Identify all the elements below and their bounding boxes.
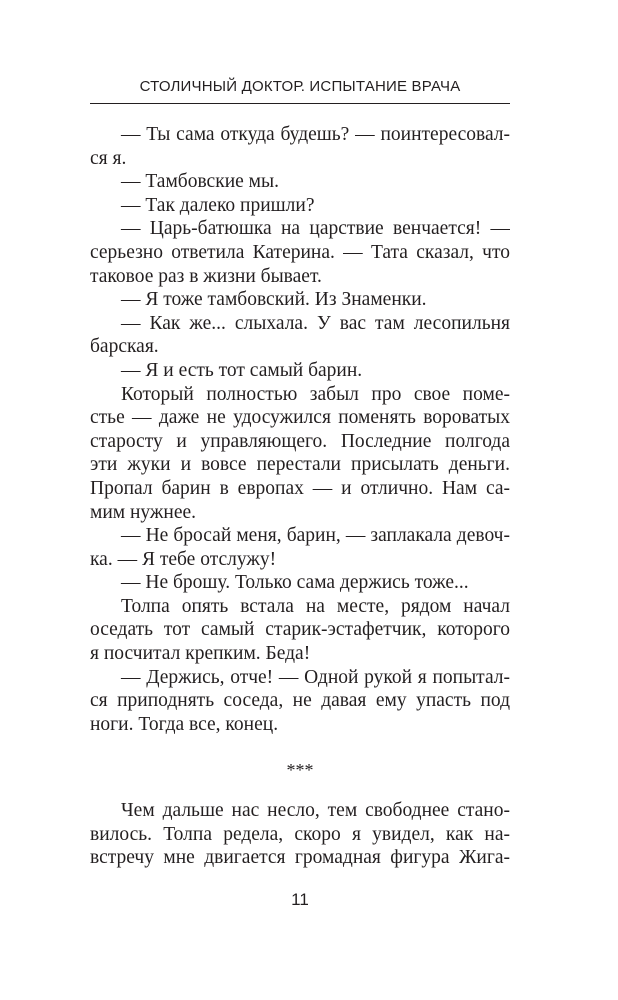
text-line: стье — даже не удосужился поменять вороватых [90, 407, 510, 429]
text-line: — Я и есть тот самый барин. [121, 359, 363, 381]
text-line: барская. [90, 336, 159, 358]
text-line: серьезно ответила Катерина. — Тата сказал, что [90, 241, 510, 263]
header-rule [90, 103, 510, 104]
section-separator: *** [286, 760, 314, 780]
text-line: — Как же... слыхала. У вас там лесопильня [121, 312, 510, 334]
text-line: — Ты сама откуда будешь? — поинтересовал- [121, 124, 510, 145]
text-line: Пропал барин в европах — и отлично. Нам са- [90, 477, 510, 499]
text-line: я посчитал крепким. Беда! [90, 643, 311, 665]
text-line: — Не бросай меня, барин, — заплакала девоч- [121, 525, 510, 547]
text-line: — Царь-батюшка на царствие венчается! — [121, 218, 510, 240]
text-line: таковое раз в жизни бывает. [90, 265, 322, 287]
running-head: СТОЛИЧНЫЙ ДОКТОР. ИСПЫТАНИЕ ВРАЧА [139, 78, 461, 95]
text-line: Чем дальше нас несло, тем свободнее стано- [121, 800, 510, 821]
text-line: старосту и управляющего. Последние полгода [90, 430, 510, 452]
text-line: — Не брошу. Только сама держись тоже... [121, 572, 469, 594]
page-number: 11 [291, 890, 309, 909]
text-line: Толпа опять встала на месте, рядом начал [121, 595, 510, 617]
text-line: встречу мне двигается громадная фигура Жига- [90, 847, 510, 869]
text-line: ся я. [90, 147, 127, 169]
text-line: мим нужнее. [90, 501, 197, 523]
text-line: ноги. Тогда все, конец. [90, 713, 279, 735]
text-line: — Так далеко пришли? [121, 194, 315, 216]
text-line: — Держись, отче! — Одной рукой я попытал- [121, 666, 510, 688]
main-text-section-1 [90, 123, 510, 736]
main-text-section-2 [90, 799, 510, 870]
text-line: Который полностью забыл про свое поме- [121, 383, 510, 405]
text-line: вилось. Толпа редела, скоро я увидел, как на- [90, 823, 510, 845]
text-line: ка. — Я тебе отслужу! [90, 548, 277, 570]
text-line: ся приподнять соседа, не давая ему упасть под [90, 690, 510, 712]
text-line: эти жуки и вовсе перестали присылать деньги. [90, 454, 510, 476]
text-line: оседать тот самый старик-эстафетчик, которого [90, 619, 510, 641]
text-line: — Тамбовские мы. [121, 171, 279, 193]
text-line: — Я тоже тамбовский. Из Знаменки. [121, 289, 427, 311]
